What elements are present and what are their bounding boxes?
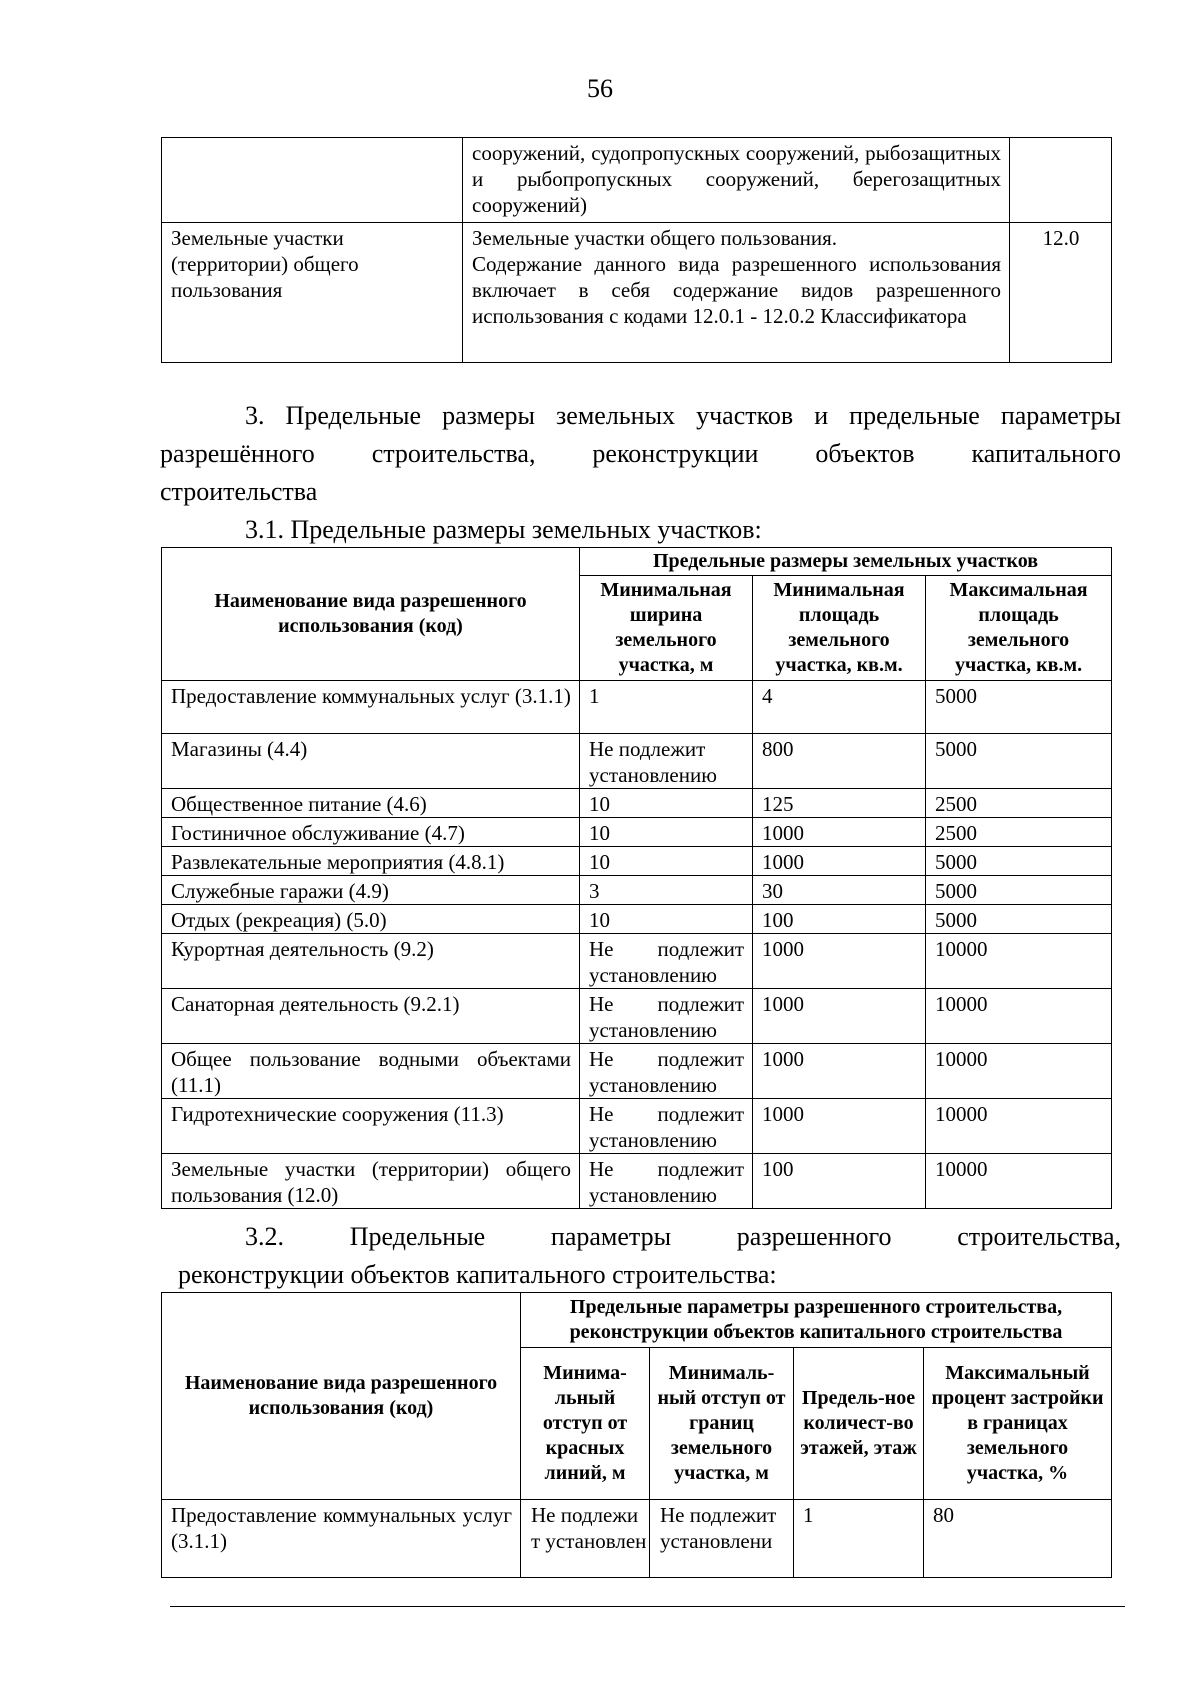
table-row xyxy=(162,734,1112,789)
code-cell xyxy=(1010,138,1112,223)
min-width-cell: 3 xyxy=(580,876,753,905)
table-row xyxy=(162,989,1112,1044)
section-3-heading xyxy=(160,397,1121,511)
header-red-line-offset: Минима-льный отступ от красных линий, м xyxy=(521,1348,650,1500)
max-coverage-cell: 80 xyxy=(924,1500,1112,1578)
header-use-name: Наименование вида разрешенного использования (код) xyxy=(162,548,580,681)
min-area-cell: 4 xyxy=(753,681,926,734)
section-3-heading-line-1: 3. Предельные размеры земельных участков и предельные параметры xyxy=(245,401,1121,430)
min-area-cell: 1000 xyxy=(753,934,926,989)
max-area-cell: 10000 xyxy=(926,934,1112,989)
use-name-cell: Земельные участки (территории) общего пользования xyxy=(162,223,463,363)
header-use-name: Наименование вида разрешенного использования (код) xyxy=(162,1293,521,1500)
use-name-cell: Магазины (4.4) xyxy=(162,734,580,789)
min-area-cell: 1000 xyxy=(753,818,926,847)
use-name-cell: Курортная деятельность (9.2) xyxy=(162,934,580,989)
min-area-cell: 1000 xyxy=(753,847,926,876)
min-area-cell: 800 xyxy=(753,734,926,789)
section-3-2-title-line-1: 3.2. Предельные параметры разрешенного строительства, xyxy=(245,1222,1121,1251)
page-number: 56 xyxy=(587,74,613,103)
section-3-heading-line-2: разрешённого строительства, реконструкции объектов капитального xyxy=(160,439,1121,468)
floors-cell: 1 xyxy=(794,1500,924,1578)
table-row xyxy=(162,1500,1112,1578)
construction-parameters-table xyxy=(161,1292,1112,1578)
red-line-offset-cell: Не подлежит установлен xyxy=(521,1500,650,1578)
table-row xyxy=(162,934,1112,989)
section-3-1-title xyxy=(160,511,1121,549)
section-3-2-title xyxy=(178,1218,1121,1294)
land-plot-size-table xyxy=(161,547,1112,1209)
max-area-cell: 5000 xyxy=(926,905,1112,934)
table-row xyxy=(162,138,1112,223)
header-floors: Предель-ное количест-во этажей, этаж xyxy=(794,1348,924,1500)
min-width-cell: 1 xyxy=(580,681,753,734)
use-name-cell: Развлекательные мероприятия (4.8.1) xyxy=(162,847,580,876)
table-row xyxy=(162,1099,1112,1154)
header-max-coverage: Максимальный процент застройки в границах земельного участка, % xyxy=(924,1348,1112,1500)
max-area-cell: 10000 xyxy=(926,1154,1112,1209)
min-area-cell: 1000 xyxy=(753,989,926,1044)
continuation-table xyxy=(161,137,1112,363)
min-width-cell: Не подлежит установлению xyxy=(580,934,753,989)
section-3-1-title-text: 3.1. Предельные размеры земельных участков: xyxy=(245,515,762,544)
code-cell: 12.0 xyxy=(1010,223,1112,363)
header-max-area: Максимальная площадь земельного участка, кв.м. xyxy=(926,576,1112,681)
table-row xyxy=(162,818,1112,847)
min-width-cell: Не подлежит установлению xyxy=(580,1044,753,1099)
max-area-cell: 2500 xyxy=(926,789,1112,818)
max-area-cell: 5000 xyxy=(926,876,1112,905)
table-row xyxy=(162,681,1112,734)
table-row xyxy=(162,789,1112,818)
min-width-cell: 10 xyxy=(580,905,753,934)
min-width-cell: Не подлежит установлению xyxy=(580,989,753,1044)
min-area-cell: 100 xyxy=(753,905,926,934)
min-width-cell: 10 xyxy=(580,847,753,876)
section-3-2-title-line-2: реконструкции объектов капитального строительства: xyxy=(178,1260,777,1289)
table-row xyxy=(162,1044,1112,1099)
min-area-cell: 100 xyxy=(753,1154,926,1209)
description-cell: сооружений, судопропускных сооружений, рыбозащитных и рыбопропускных сооружений, берегозащитных сооружений) xyxy=(463,138,1010,223)
table-row xyxy=(162,876,1112,905)
description-line-2: Содержание данного вида разрешенного использования включает в себя содержание видов разрешенного использования с кодами 12.0.1 - 12.0.2 Классификатора xyxy=(472,252,1001,328)
boundary-offset-cell: Не подлежит установлени xyxy=(650,1500,794,1578)
use-name-cell: Предоставление коммунальных услуг (3.1.1) xyxy=(162,681,580,734)
use-name-cell: Санаторная деятельность (9.2.1) xyxy=(162,989,580,1044)
max-area-cell: 5000 xyxy=(926,734,1112,789)
min-width-cell: Не подлежит установлению xyxy=(580,1099,753,1154)
use-name-cell: Общее пользование водными объектами (11.1) xyxy=(162,1044,580,1099)
min-width-cell: Не подлежит установлению xyxy=(580,734,753,789)
min-area-cell: 1000 xyxy=(753,1099,926,1154)
use-name-cell: Общественное питание (4.6) xyxy=(162,789,580,818)
table-row xyxy=(162,847,1112,876)
header-min-width: Минимальная ширина земельного участка, м xyxy=(580,576,753,681)
use-name-cell xyxy=(162,138,463,223)
use-name-cell: Отдых (рекреация) (5.0) xyxy=(162,905,580,934)
table-row xyxy=(162,223,1112,363)
table-row xyxy=(162,1154,1112,1209)
max-area-cell: 5000 xyxy=(926,847,1112,876)
use-name-cell: Гидротехнические сооружения (11.3) xyxy=(162,1099,580,1154)
header-boundary-offset: Минималь-ный отступ от границ земельного участка, м xyxy=(650,1348,794,1500)
min-width-cell: Не подлежит установлению xyxy=(580,1154,753,1209)
max-area-cell: 2500 xyxy=(926,818,1112,847)
min-area-cell: 125 xyxy=(753,789,926,818)
description-line-1: Земельные участки общего пользования. xyxy=(472,226,838,250)
min-width-cell: 10 xyxy=(580,818,753,847)
use-name-cell: Земельные участки (территории) общего пользования (12.0) xyxy=(162,1154,580,1209)
header-min-area: Минимальная площадь земельного участка, кв.м. xyxy=(753,576,926,681)
max-area-cell: 10000 xyxy=(926,1044,1112,1099)
min-area-cell: 1000 xyxy=(753,1044,926,1099)
min-area-cell: 30 xyxy=(753,876,926,905)
min-width-cell: 10 xyxy=(580,789,753,818)
max-area-cell: 10000 xyxy=(926,989,1112,1044)
max-area-cell: 5000 xyxy=(926,681,1112,734)
use-name-cell: Гостиничное обслуживание (4.7) xyxy=(162,818,580,847)
description-cell xyxy=(463,223,1010,363)
max-area-cell: 10000 xyxy=(926,1099,1112,1154)
use-name-cell: Предоставление коммунальных услуг (3.1.1) xyxy=(162,1500,521,1578)
use-name-cell: Служебные гаражи (4.9) xyxy=(162,876,580,905)
footer-divider xyxy=(170,1606,1125,1607)
header-group: Предельные параметры разрешенного строительства, реконструкции объектов капитального строительства xyxy=(521,1293,1112,1348)
section-3-heading-line-3: строительства xyxy=(160,477,318,506)
table-row xyxy=(162,905,1112,934)
header-group: Предельные размеры земельных участков xyxy=(580,548,1112,576)
